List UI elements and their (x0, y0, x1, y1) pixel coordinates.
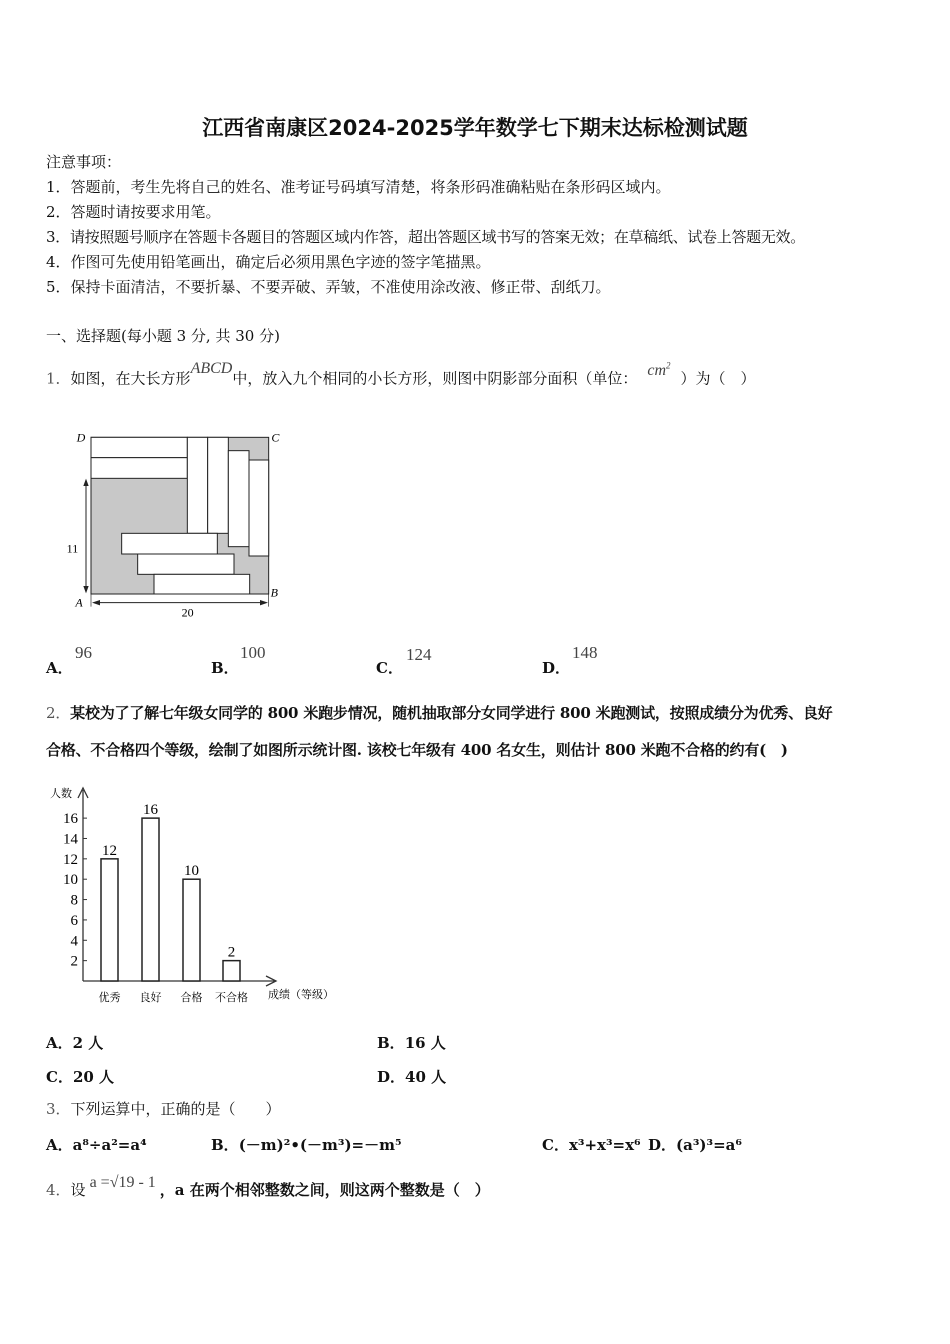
bar-良好 (142, 818, 159, 981)
category-label: 不合格 (215, 992, 248, 1004)
small-rectangle (122, 533, 218, 554)
category-label: 优秀 (98, 992, 121, 1004)
option-c: C．x³+x³=x⁶ (542, 1136, 641, 1154)
unit-cm2: $cm^2$ (647, 361, 671, 380)
question-2-line1: 2．某校为了了解七年级女同学的 800 米跑步情况，随机抽取部分女同学进行 800 米跑测试，按照成绩分为优秀、良好 (46, 704, 833, 722)
question-1 (46, 360, 756, 389)
option-label: C． (376, 659, 403, 677)
bar-value-label: 2 (227, 944, 236, 961)
option-label: D． (542, 659, 571, 677)
bar-value-label: 16 (143, 802, 158, 819)
label-a: A (75, 595, 83, 610)
note-item: 4．作图可先使用铅笔画出，确定后必须用黑色字迹的签字笔描黑。 (46, 253, 491, 271)
label-d: D (76, 430, 86, 445)
note-item: 5．保持卡面清洁，不要折暴、不要弄破、弄皱，不准使用涂改液、修正带、刮纸刀。 (46, 278, 611, 296)
option-a: A．2 人 (46, 1034, 104, 1052)
section-heading: 一、选择题(每小题 3 分, 共 30 分) (46, 327, 280, 345)
option-d: D．(a³)³=a⁶ (648, 1136, 742, 1154)
option-c: C．20 人 (46, 1068, 115, 1086)
option-label: B． (211, 659, 239, 677)
y-tick-label: 2 (70, 953, 78, 970)
y-tick-label: 16 (63, 811, 78, 828)
bar-value-label: 12 (102, 842, 117, 859)
question-text: 如图，在大长方形 (70, 369, 191, 388)
question-number: 1． (46, 369, 71, 388)
label-b: B (270, 585, 279, 600)
question-3: 3．下列运算中，正确的是（ ） (46, 1100, 281, 1118)
option-b: B．16 人 (377, 1034, 446, 1052)
y-tick-label: 14 (63, 831, 78, 848)
note-item: 2．答题时请按要求用笔。 (46, 203, 221, 221)
label-width: 20 (181, 605, 194, 620)
small-rectangle (208, 437, 229, 533)
option-b: B．(－m)²•(－m³)=－m⁵ (211, 1136, 402, 1154)
y-tick-label: 4 (70, 933, 78, 950)
question-text: ）为（ ） (680, 369, 756, 388)
category-label: 合格 (180, 992, 203, 1004)
question-text: 中，放入九个相同的小长方形，则图中阴影部分面积（单位： (232, 369, 638, 388)
small-rectangle (228, 451, 249, 547)
option-value: 124 (406, 645, 432, 664)
option-value: 96 (75, 643, 92, 662)
small-rectangle (91, 458, 187, 479)
bar-优秀 (101, 859, 118, 981)
question-4: 4．设 a =√19 - 1 ，a 在两个相邻整数之间，则这两个整数是（ ） (46, 1174, 490, 1199)
q2-bar-chart (40, 780, 360, 1010)
bar-value-label: 10 (184, 863, 199, 880)
math-abcd: ABCD (190, 360, 233, 378)
small-rectangle (249, 460, 269, 556)
y-tick-label: 12 (63, 851, 78, 868)
option-value: 100 (240, 643, 266, 662)
option-a: A．a⁸÷a²=a⁴ (46, 1136, 147, 1154)
q1-rectangle-figure (40, 420, 300, 630)
small-rectangle (91, 437, 187, 457)
notes-heading: 注意事项： (46, 153, 122, 171)
option-d: D．40 人 (377, 1068, 447, 1086)
bar-不合格 (223, 961, 240, 981)
math-expression: a =√19 - 1 (89, 1174, 156, 1191)
y-tick-label: 10 (63, 872, 78, 889)
x-axis-label: 成绩（等级） (268, 989, 334, 1001)
small-rectangle (154, 574, 250, 594)
small-rectangle (187, 437, 207, 533)
y-tick-label: 6 (70, 912, 78, 929)
note-item: 1．答题前，考生先将自己的姓名、准考证号码填写清楚，将条形码准确粘贴在条形码区域内。 (46, 178, 671, 196)
category-label: 良好 (139, 992, 162, 1004)
note-item: 3．请按照题号顺序在答题卡各题目的答题区域内作答，超出答题区域书写的答案无效；在草稿纸、试卷上答题无效。 (46, 228, 805, 246)
small-rectangle (138, 554, 234, 574)
option-value: 148 (572, 643, 598, 662)
y-axis-label: 人数 (50, 788, 72, 800)
question-2-line2: 合格、不合格四个等级，绘制了如图所示统计图. 该校七年级有 400 名女生，则估计 800 米跑不合格的约有( ) (46, 741, 788, 759)
label-height: 11 (66, 541, 79, 556)
page-title: 江西省南康区2024-2025学年数学七下期末达标检测试题 (202, 116, 748, 140)
y-tick-label: 8 (70, 892, 78, 909)
option-label: A． (46, 659, 73, 677)
bar-合格 (183, 879, 200, 981)
label-c: C (271, 430, 280, 445)
